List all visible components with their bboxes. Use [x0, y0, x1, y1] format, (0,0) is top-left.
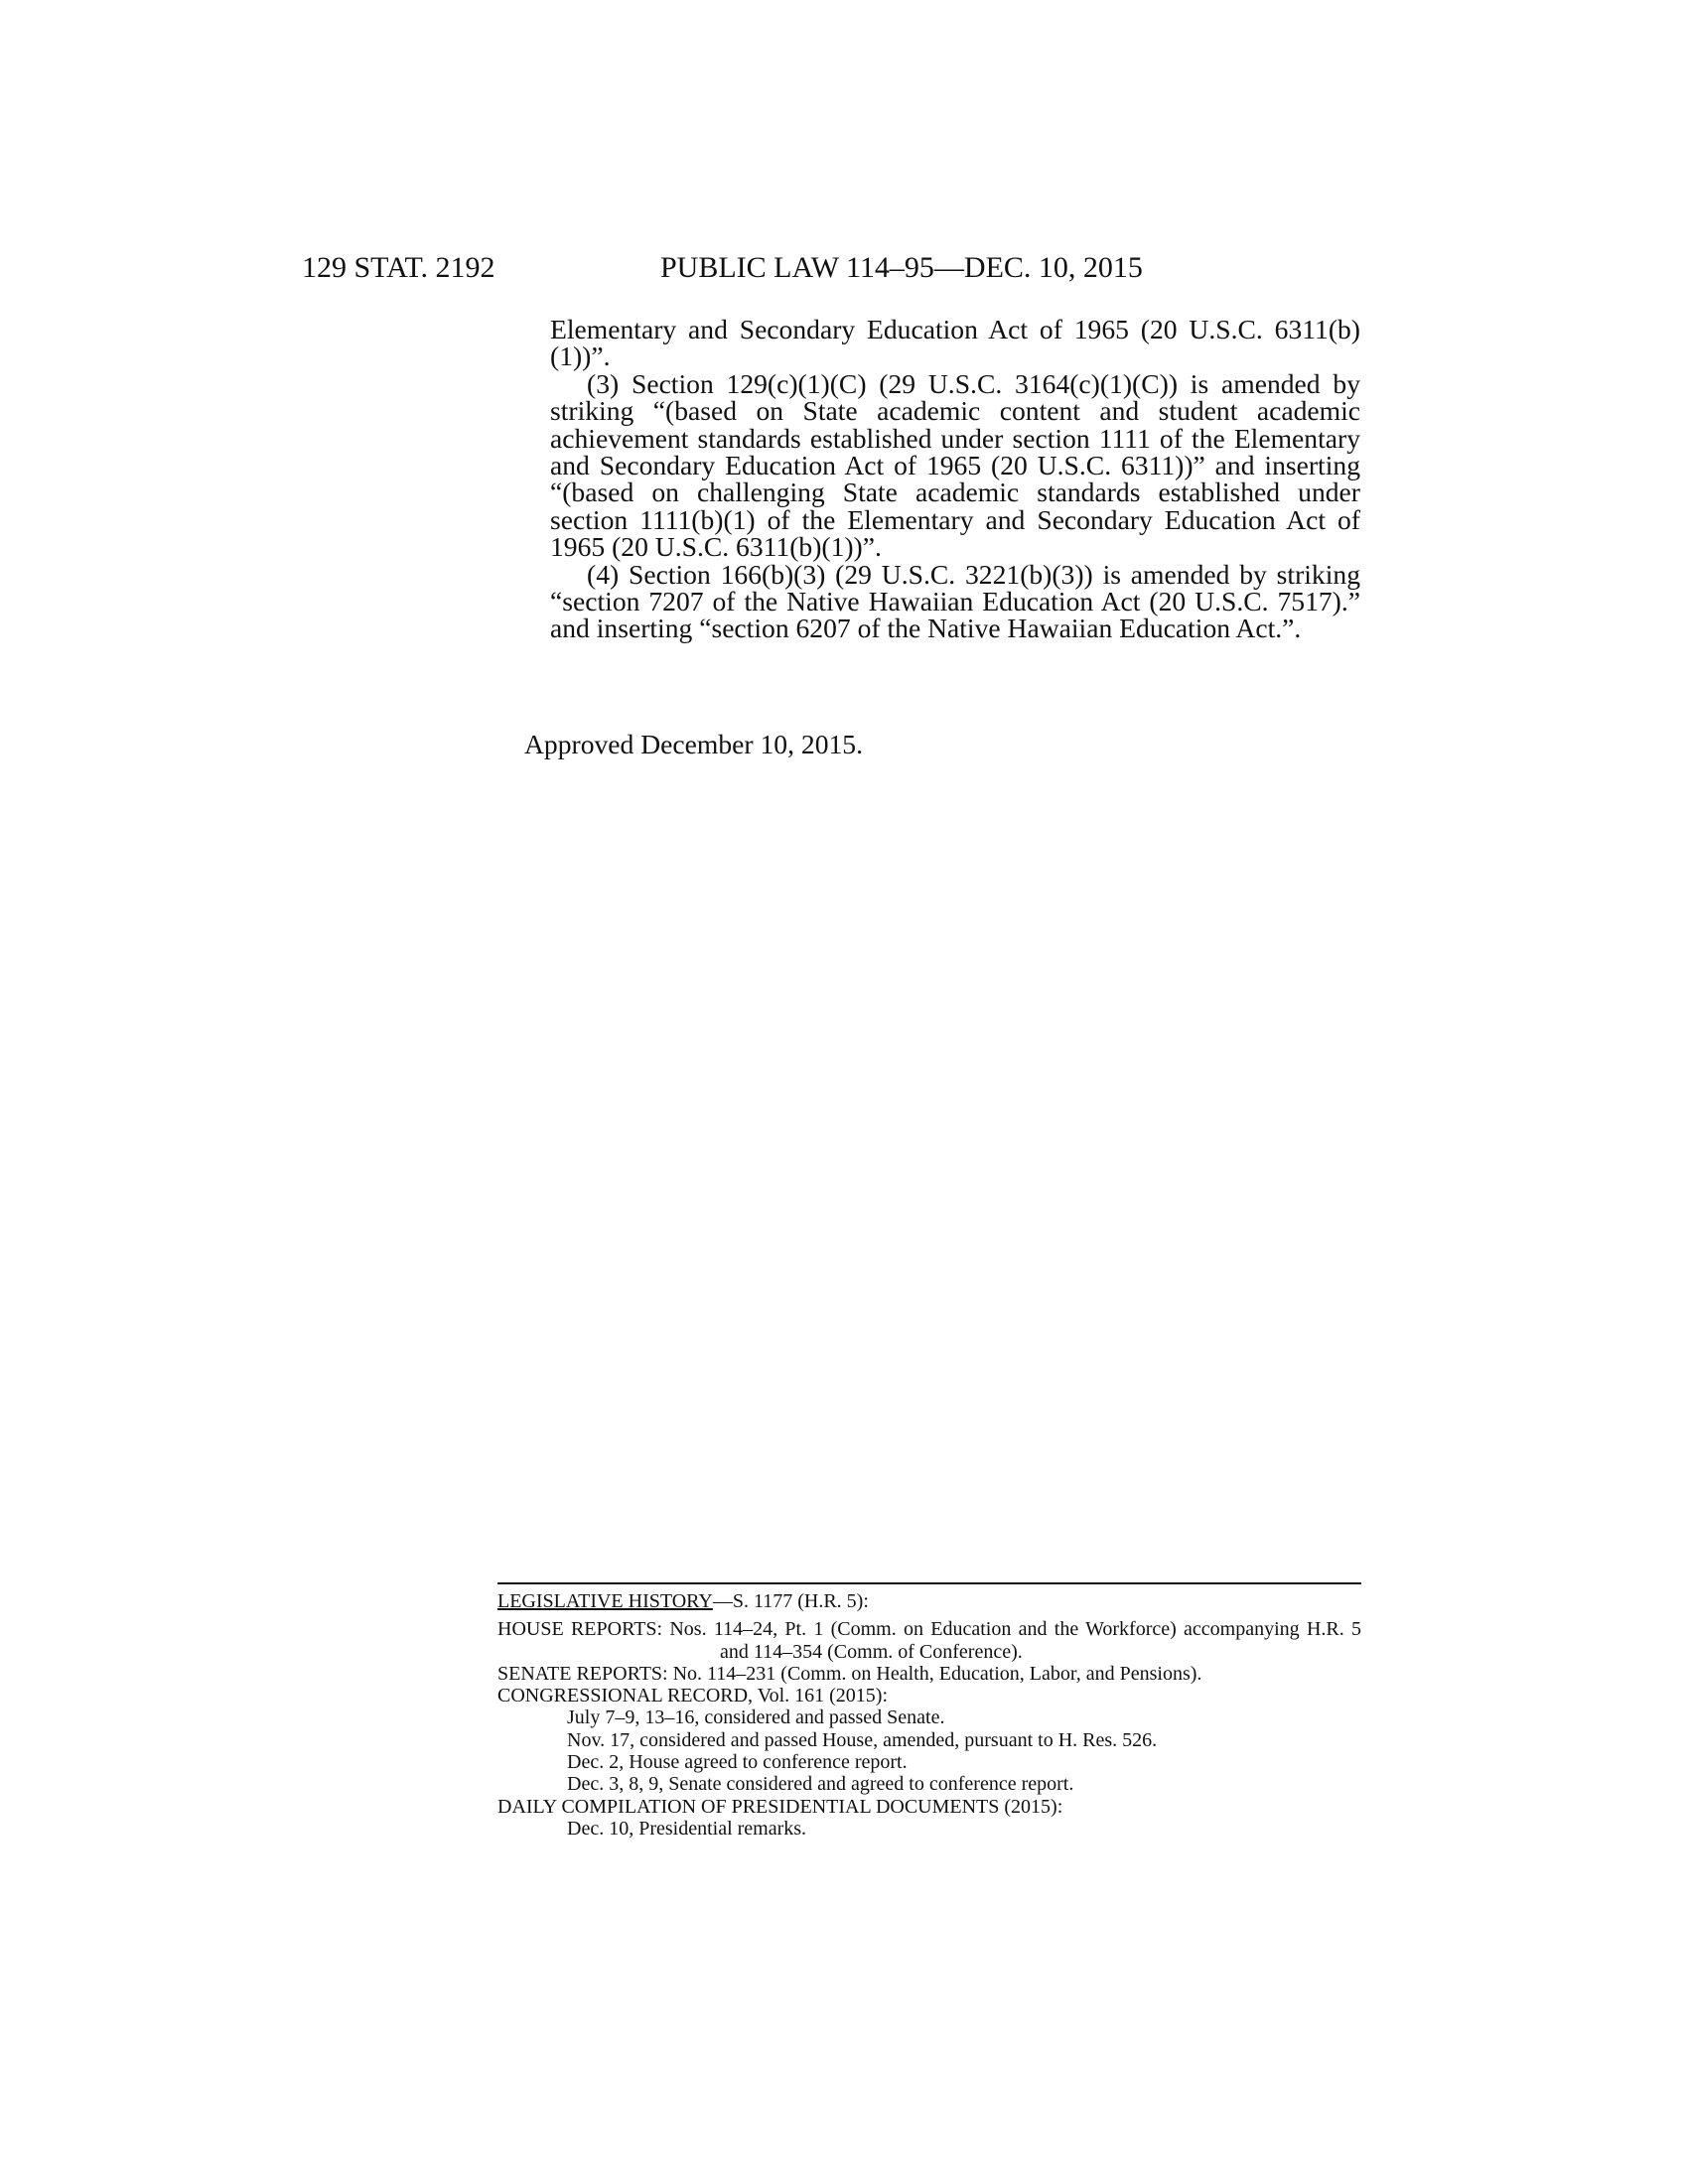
paragraph-3: (3) Section 129(c)(1)(C) (29 U.S.C. 3164(c)(1)(C)) is amended by striking “(based on State academic content and student academic achievement standards established under section 1111 of the Elementary and Secondary Education Act of 1965 (20 U.S.C. 6311))” and inserting “(based on challenging State academic standards established under section 1111(b)(1) of the Elementary and Secondary Education Act of 1965 (20 U.S.C. 6311(b)(1))”. — [550, 367, 1360, 563]
senate-reports: SENATE REPORTS: No. 114–231 (Comm. on Health, Education, Labor, and Pensions). — [497, 1662, 1202, 1685]
body-text — [550, 316, 1360, 642]
law-title: PUBLIC LAW 114–95—DEC. 10, 2015 — [660, 251, 1143, 284]
paragraph-4: (4) Section 166(b)(3) (29 U.S.C. 3221(b)(3)) is amended by striking “section 7207 of the Native Hawaiian Education Act (20 U.S.C. 7517).” and inserting “section 6207 of the Native Hawaiian Education Act.”. — [550, 558, 1360, 644]
record-item: Nov. 17, considered and passed House, amended, pursuant to H. Res. 526. — [567, 1728, 1158, 1751]
approval-date: Approved December 10, 2015. — [524, 729, 863, 759]
record-item: July 7–9, 13–16, considered and passed Senate. — [567, 1706, 945, 1729]
record-item: Dec. 3, 8, 9, Senate considered and agreed to conference report. — [567, 1773, 1074, 1796]
stat-citation: 129 STAT. 2192 — [302, 251, 495, 284]
house-reports: HOUSE REPORTS: Nos. 114–24, Pt. 1 (Comm. on Education and the Workforce) accompanying H.R. 5 and 114–354 (Comm. of Conference). — [497, 1618, 1361, 1663]
legislative-history — [497, 1582, 1361, 1840]
congressional-record-title: CONGRESSIONAL RECORD, Vol. 161 (2015): — [497, 1685, 888, 1707]
running-head — [302, 248, 1209, 288]
history-heading-bill: —S. 1177 (H.R. 5): — [712, 1590, 869, 1612]
history-rule — [497, 1582, 1361, 1584]
presidential-documents-title: DAILY COMPILATION OF PRESIDENTIAL DOCUMENTS (2015): — [497, 1795, 1063, 1818]
record-item: Dec. 2, House agreed to conference report. — [567, 1751, 908, 1774]
history-heading — [497, 1590, 1361, 1612]
history-heading-label: LEGISLATIVE HISTORY — [497, 1590, 713, 1612]
presidential-item: Dec. 10, Presidential remarks. — [567, 1817, 807, 1840]
paragraph-continuation: Elementary and Secondary Education Act of 1965 (20 U.S.C. 6311(b)(1))”. — [550, 314, 1360, 372]
